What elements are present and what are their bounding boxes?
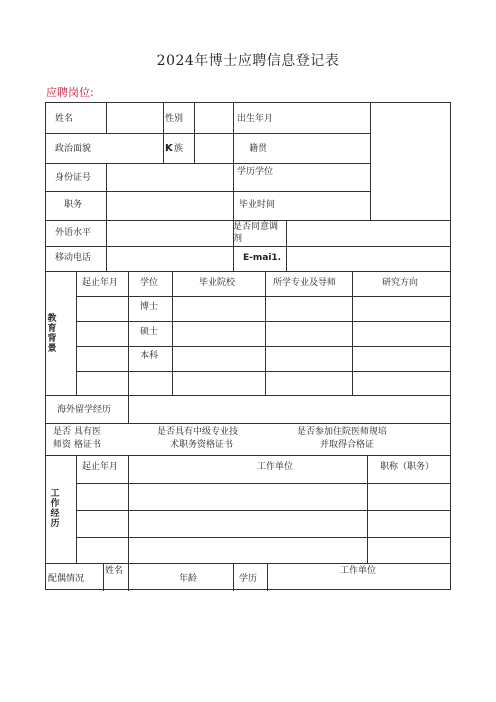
overseas-label: 海外留学经历	[57, 405, 112, 415]
edu-period-header: 起止年月	[82, 278, 119, 288]
row-divider	[76, 321, 450, 322]
col-divider	[194, 103, 195, 163]
position-label: 应聘岗位:	[46, 86, 94, 99]
row-divider	[76, 296, 450, 297]
col-divider	[352, 271, 353, 395]
edu-school-header: 毕业院校	[199, 278, 236, 288]
row-divider	[76, 483, 450, 484]
cert-col1-a: 是否	[53, 427, 72, 437]
col-divider	[367, 455, 368, 563]
edu-phd-label: 博士	[140, 302, 159, 312]
foreign-lang-label: 外语水平	[55, 228, 92, 238]
row-divider	[76, 346, 450, 347]
col-divider	[267, 563, 268, 591]
education-section-label: 教育背景	[47, 314, 57, 354]
row-divider	[76, 510, 450, 511]
edu-degree-header: 学位	[140, 278, 159, 288]
job-label: 职务	[64, 200, 83, 210]
col-divider	[163, 103, 164, 163]
col-divider	[103, 563, 104, 591]
email-label: E-mai1.	[243, 253, 282, 263]
row-divider	[76, 371, 450, 372]
edu-bachelor-label: 本科	[140, 351, 159, 361]
work-title-header: 职称（职务）	[380, 462, 435, 472]
cert-col2-b: 术职务资格证书	[170, 440, 234, 450]
spouse-age-label: 年龄	[179, 574, 198, 584]
gender-label: 性别	[165, 114, 184, 124]
row-divider	[76, 537, 450, 538]
name-label: 姓名	[55, 114, 74, 124]
col-divider	[76, 271, 77, 395]
cert-col2-a: 是否具有中级专业技	[157, 427, 239, 437]
row-divider	[46, 133, 370, 134]
page-title: 2024年博士应聘信息登记表	[156, 53, 340, 69]
row-divider	[46, 455, 450, 456]
edu-research-header: 研究方向	[382, 278, 419, 288]
id-label: 身份证号	[55, 173, 92, 183]
col-divider	[233, 103, 234, 271]
birth-label: 出生年月	[237, 114, 274, 124]
hometown-label: 籍贯	[249, 144, 268, 154]
cert-col1-b: 师资	[53, 440, 72, 450]
edu-major-header: 所学专业及导师	[273, 278, 337, 288]
row-divider	[46, 271, 450, 272]
grad-time-label: 毕业时间	[239, 200, 276, 210]
col-divider	[128, 455, 129, 563]
row-divider	[46, 191, 370, 192]
col-divider	[172, 271, 173, 395]
col-divider	[370, 103, 371, 220]
registration-form	[45, 102, 451, 590]
work-section-label: 工作经历	[50, 489, 60, 529]
work-unit-header: 工作单位	[257, 462, 294, 472]
col-divider	[76, 455, 77, 563]
cert-col3-a: 是否参加住院医师规培	[297, 427, 388, 437]
col-divider	[128, 271, 129, 395]
row-divider	[46, 563, 450, 564]
spouse-unit-label: 工作单位	[340, 566, 377, 576]
spouse-edu-label: 学历	[239, 574, 258, 584]
col-divider	[106, 163, 107, 271]
row-divider	[46, 395, 450, 396]
col-divider	[106, 103, 107, 133]
spouse-label: 配偶情况	[48, 574, 85, 584]
spouse-name-label: 姓名	[105, 566, 124, 576]
ethnicity-label: 族	[174, 144, 184, 154]
work-period-header: 起止年月	[82, 462, 119, 472]
cert-col3-b: 并取得合格证	[320, 440, 375, 450]
politics-label: 政治面貌	[55, 144, 92, 154]
ethnicity-k: K	[165, 143, 173, 154]
col-divider	[265, 271, 266, 395]
col-divider	[128, 395, 129, 423]
agree-label-2: 剂	[233, 234, 243, 244]
col-divider	[233, 563, 234, 591]
cert-col1-d: 格证书	[74, 440, 102, 450]
col-divider	[286, 220, 287, 271]
col-divider	[128, 563, 129, 591]
edu-master-label: 硕士	[140, 327, 159, 337]
degree-label: 学历学位	[237, 167, 274, 177]
row-divider	[46, 423, 450, 424]
agree-label-1: 是否同意调	[233, 222, 279, 232]
cert-col1-c: 具有医	[74, 427, 102, 437]
mobile-label: 移动电话	[55, 253, 92, 263]
row-divider	[46, 163, 370, 164]
